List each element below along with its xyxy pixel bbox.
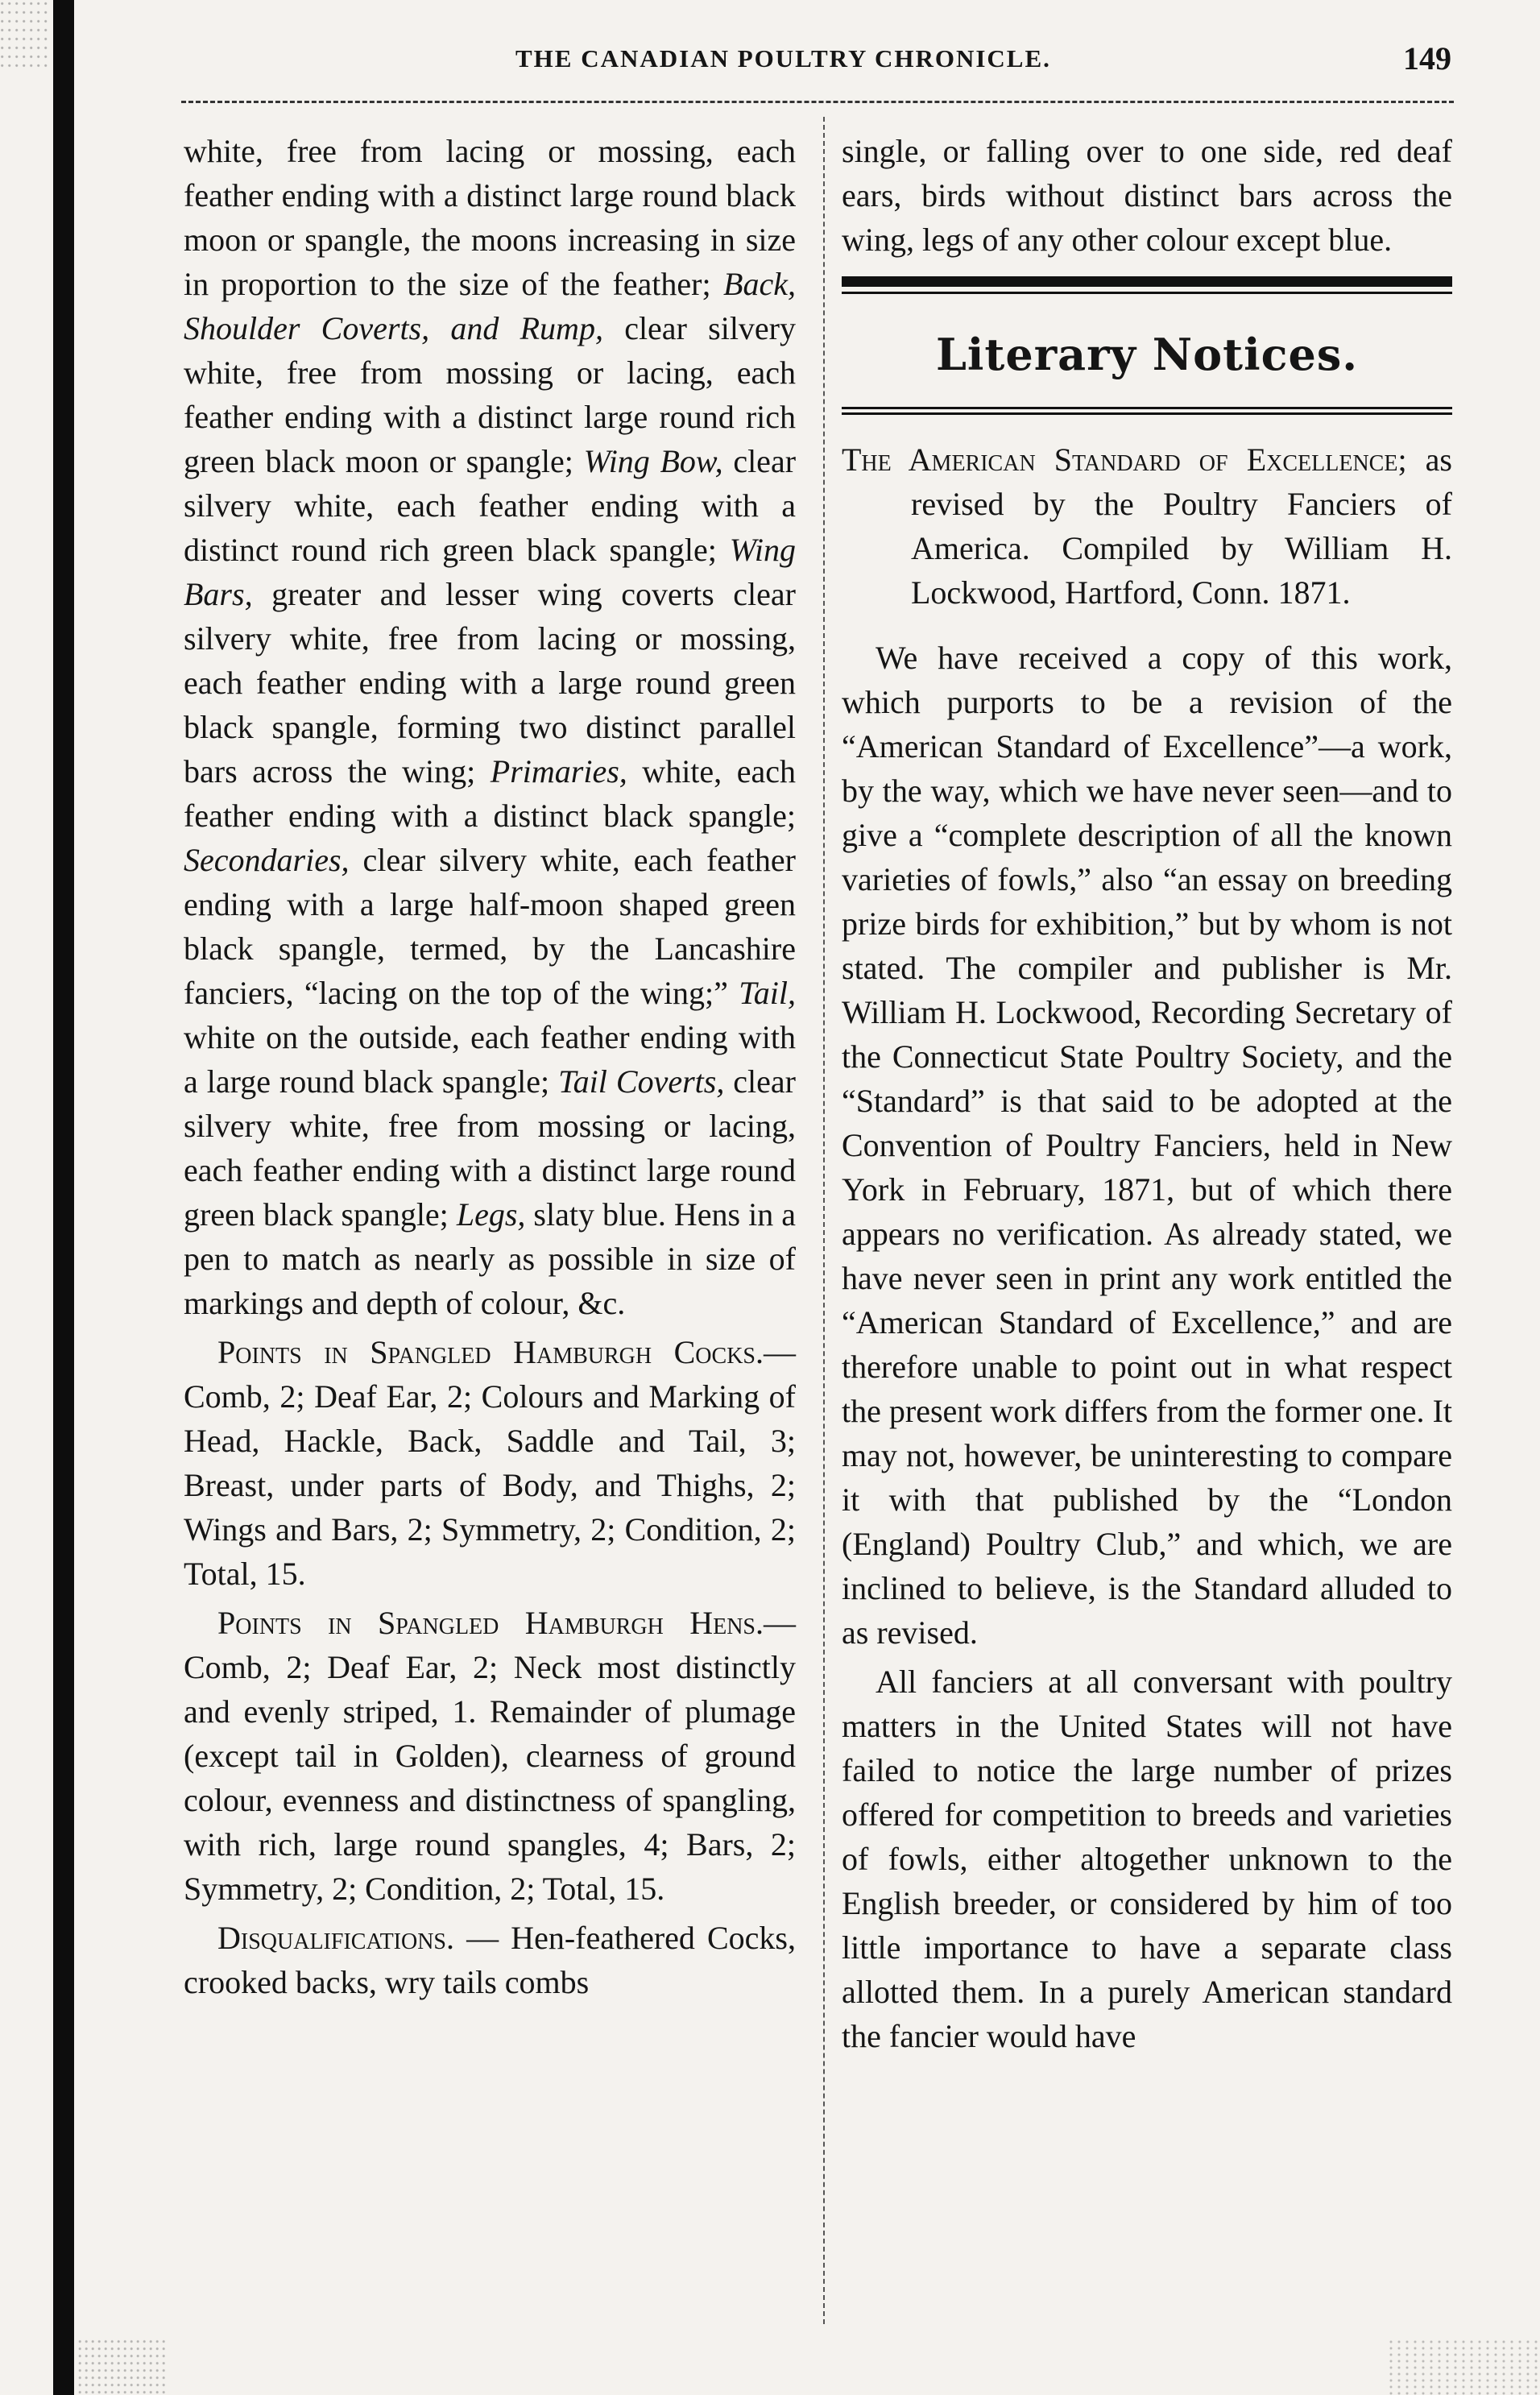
paragraph: white, free from lacing or mossing, each feather ending with a distinct large round black moon or spangle, the moons increasing in size in proportion to the size of the feather; Back, Shoulder Coverts, and Rump, clear silvery white, free from mossing or lacing, each feather ending with a distinct large round rich green black moon or spangle; Wing Bow, clear silvery white, each feather ending with a distinct round rich green black spangle; Wing Bars, greater and lesser wing coverts clear silvery white, free from lacing or mossing, each feather ending with a large round green black spangle, forming two distinct parallel bars across the wing; Primaries, white, each feather ending with a distinct black spangle; Secondaries, clear silvery white, each feather ending with a large half-moon shaped green black spangle, termed, by the Lancashire fanciers, “lacing on the top of the wing;” Tail, white on the outside, each feather ending with a large round black spangle; Tail Coverts, clear silvery white, free from mossing or lacing, each feather ending with a distinct large round green black spangle; Legs, slaty blue. Hens in a pen to match as nearly as possible in size of markings and depth of colour, &c. [184, 133, 797, 1321]
left-column [184, 129, 796, 2009]
run-in-heading: Points in Spangled Hamburgh Hens. [217, 1605, 764, 1641]
page-title: THE CANADIAN POULTRY CHRONICLE. [515, 44, 1051, 73]
paragraph: single, or falling over to one side, red deaf ears, birds without distinct bars across the wing, legs of any other colour except blue. [842, 133, 1452, 258]
running-header [177, 40, 1451, 85]
section-heading: Literary Notices. [935, 329, 1359, 380]
page-number: 149 [1403, 40, 1451, 77]
scan-speckle-bottom [77, 2339, 166, 2395]
paragraph: All fanciers at all conversant with poultry matters in the United States will not have failed to notice the large number of prizes offered for competition to breeds and varieties of fowls, either altogether unknown to the English breeder, or considered by him of too little importance to have a separate class allotted them. In a purely American standard the fancier would have [842, 1664, 1452, 2054]
paragraph-points-hens: Points in Spangled Hamburgh Hens.—Comb, 2; Deaf Ear, 2; Neck most distinctly and evenly striped, 1. Remainder of plumage (except tail in Golden), clearness of ground colour, evenness and distinctness of spangling, with rich, large round spangles, 4; Bars, 2; Symmetry, 2; Condition, 2; Total, 15. [184, 1605, 796, 1907]
paragraph-disqualifications: Disqualifications. — Hen-feathered Cocks, crooked backs, wry tails combs [184, 1920, 796, 2000]
paragraph-points-cocks: Points in Spangled Hamburgh Cocks.—Comb, 2; Deaf Ear, 2; Colours and Marking of Head, Hackle, Back, Saddle and Tail, 3; Breast, under parts of Body, and Thighs, 2; Wings and Bars, 2; Symmetry, 2; Condition, 2; Total, 15. [184, 1334, 796, 1592]
scan-speckle-top [0, 0, 48, 73]
binding-shadow [53, 0, 74, 2395]
scan-speckle-bottom-right [1387, 2339, 1540, 2395]
right-column [842, 129, 1452, 2063]
notice-entry: The American Standard of Excellence; as revised by the Poultry Fanciers of America. Compiled by William H. Lockwood, Hartford, Conn. 1871. [842, 441, 1453, 611]
paragraph: We have received a copy of this work, which purports to be a revision of the “American Standard of Excellence”—a work, by the way, which we have never seen—and to give a “complete description of all the known varieties of fowls,” also “an essay on breeding prize birds for exhibition,” but by whom is not stated. The compiler and publisher is Mr. William H. Lockwood, Recording Secretary of the Connecticut State Poultry Society, and the “Standard” is that said to be adopted at the Convention of Poultry Fanciers, held in New York in February, 1871, but of which there appears no verification. As already stated, we have never seen in print any work entitled the “American Standard of Excellence,” and are therefore unable to point out in what respect the present work differs from the former one. It may not, however, be uninteresting to compare it with that published by the “London (England) Poultry Club,” and which, we are inclined to believe, is the Standard alluded to as revised. [842, 640, 1452, 1651]
section-rule-thin [842, 292, 1452, 294]
run-in-heading: Points in Spangled Hamburgh Cocks. [217, 1334, 764, 1370]
notice-title: The American Standard of Excellence [842, 441, 1398, 478]
header-rule [181, 101, 1454, 103]
section-rule-heavy [842, 276, 1452, 287]
run-in-heading: Disqualifications. [217, 1920, 455, 1956]
column-divider [823, 117, 825, 2324]
section-rule-double [842, 407, 1452, 415]
